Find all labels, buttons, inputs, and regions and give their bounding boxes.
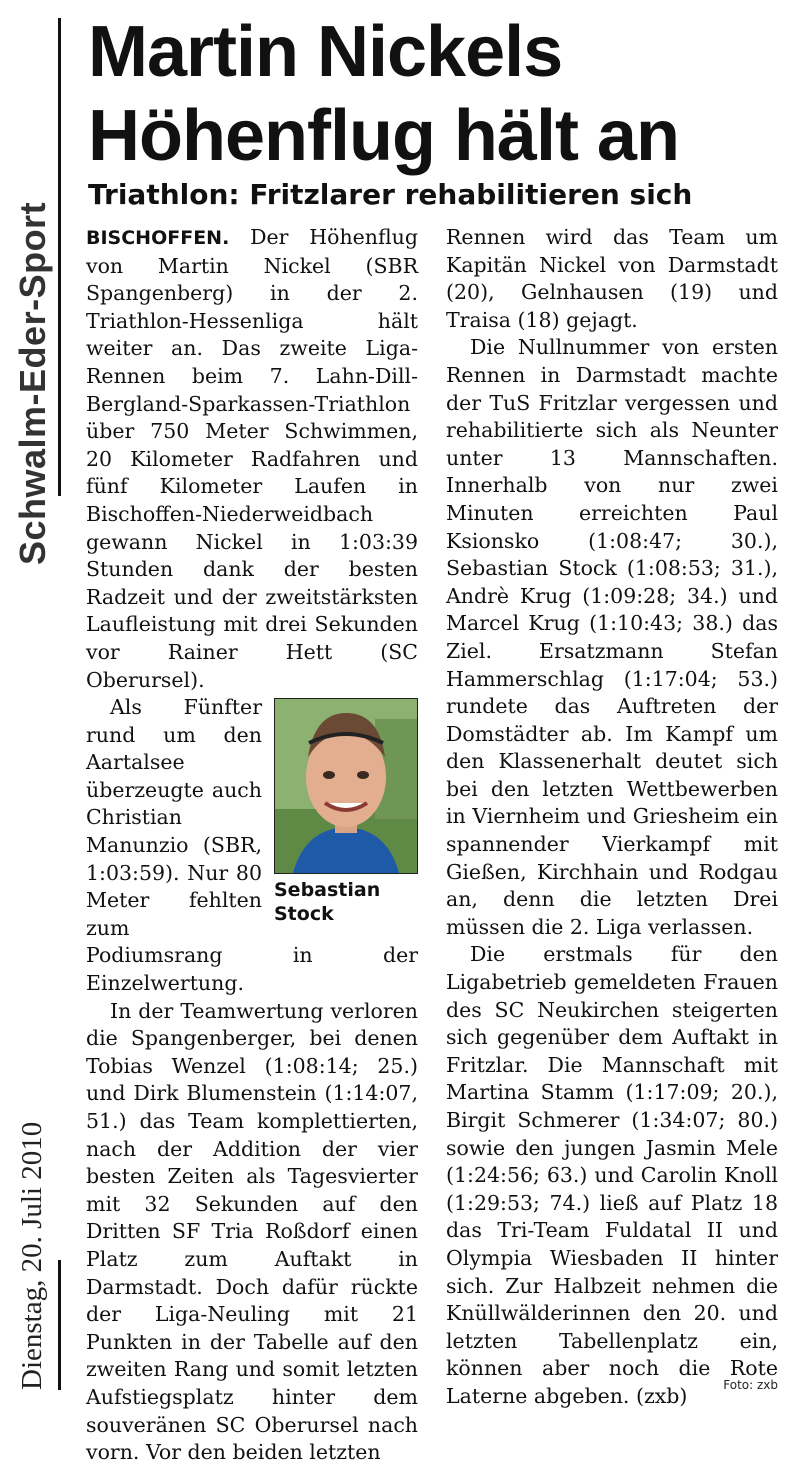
dateline: BISCHOFFEN. <box>86 227 230 249</box>
portrait-photo-icon <box>275 699 417 873</box>
date-divider-line <box>58 1260 61 1390</box>
article-column-left <box>86 224 418 1467</box>
photo-caption: Sebastian Stock <box>274 879 381 926</box>
article-column-right <box>446 224 778 1411</box>
paragraph-2: Als Fünfter rund um den Aartalsee überzeugte auch Christian Manunzio (SBR, 1:03:59). Nur 80 Meter fehlten zum Podiumsrang in der Einzelwertung. <box>86 695 418 996</box>
portrait-photo <box>274 698 418 874</box>
paragraph-1 <box>86 224 418 694</box>
section-label: Schwalm-Eder-Sport <box>12 201 53 565</box>
paragraph-3: In der Teamwertung verloren die Spangenberger, bei denen Tobias Wenzel (1:08:14; 25.) und Dirk Blumenstein (1:14:07, 51.) das Team komplettierten, nach der Addition der vier besten Zeiten als Tagesvierter mit 32 Sekunden auf den Dritten SF Tria Roßdorf einen Platz zum Auftakt in Darmstadt. Doch dafür rückte der Liga-Neuling mit 21 Punkten in der Tabelle auf den zweiten Rang und somit letzten Aufstiegsplatz hinter dem souveränen SC Oberursel nach vorn. Vor den beiden letzten <box>86 998 418 1465</box>
section-divider-line <box>58 18 61 496</box>
paragraph-4: Die Nullnummer von ersten Rennen in Darmstadt machte der TuS Fritzlar vergessen und rehabilitierte sich als Neunter unter 13 Mannschaften. Innerhalb von nur zwei Minuten erreichten Paul Ksionsko (1:08:47; 30.), Sebastian Stock (1:08:53; 31.), Andrè Krug (1:09:28; 34.) und Marcel Krug (1:10:43; 38.) das Ziel. Ersatzmann Stefan Hammerschlag (1:17:04; 53.) rundete das Auftreten der Domstädter ab. Im Kampf um den Klassenerhalt deutet sich bei den letzten Wettbewerben in Viernheim und Griesheim ein spannender Vierkampf mit Gießen, Kirchhain und Rodgau an, denn die letzten Drei müssen die 2. Liga verlassen. <box>446 335 778 939</box>
photo-credit: Foto: zxb <box>723 1378 778 1392</box>
paragraph-1-text: Der Höhenflug von Martin Nickel (SBR Spangenberg) in der 2. Triathlon-Hessenliga hält weiter an. Das zweite Liga-Rennen beim 7. Lahn-Dill-Bergland-Sparkassen-Triathlon über 750 Meter Schwimmen, 20 Kilometer Radfahren und fünf Kilometer Laufen in Bischoffen-Niederweidbach gewann Nickel in 1:03:39 Stunden dank der besten Radzeit und der zweitstärksten Laufleistung mit drei Sekunden vor Rainer Hett (SC Oberursel). <box>86 225 418 692</box>
headline: Martin Nickels Höhenflug hält an <box>88 12 679 176</box>
photo-box <box>274 694 418 926</box>
paragraph-5: Die erstmals für den Ligabetrieb gemeldeten Frauen des SC Neukirchen steigerten sich gegenüber dem Auftakt in Fritzlar. Die Mannschaft mit Martina Stamm (1:17:09; 20.), Birgit Schmerer (1:34:07; 80.) sowie den jungen Jasmin Mele (1:24:56; 63.) und Carolin Knoll (1:29:53; 74.) ließ auf Platz 18 das Tri-Team Fuldatal II und Olympia Wiesbaden II hinter sich. Zur Halbzeit nehmen die Knüllwälderinnen den 20. und letzten Tabellenplatz ein, können aber noch die Rote Laterne abgeben. (zxb) <box>446 942 778 1408</box>
subheadline: Triathlon: Fritzlarer rehabilitieren sich <box>88 178 693 211</box>
paragraph-3-continued: Rennen wird das Team um Kapitän Nickel von Darmstadt (20), Gelnhausen (19) und Traisa (18) gejagt. <box>446 225 778 332</box>
issue-date: Dienstag, 20. Juli 2010 <box>16 1121 48 1390</box>
